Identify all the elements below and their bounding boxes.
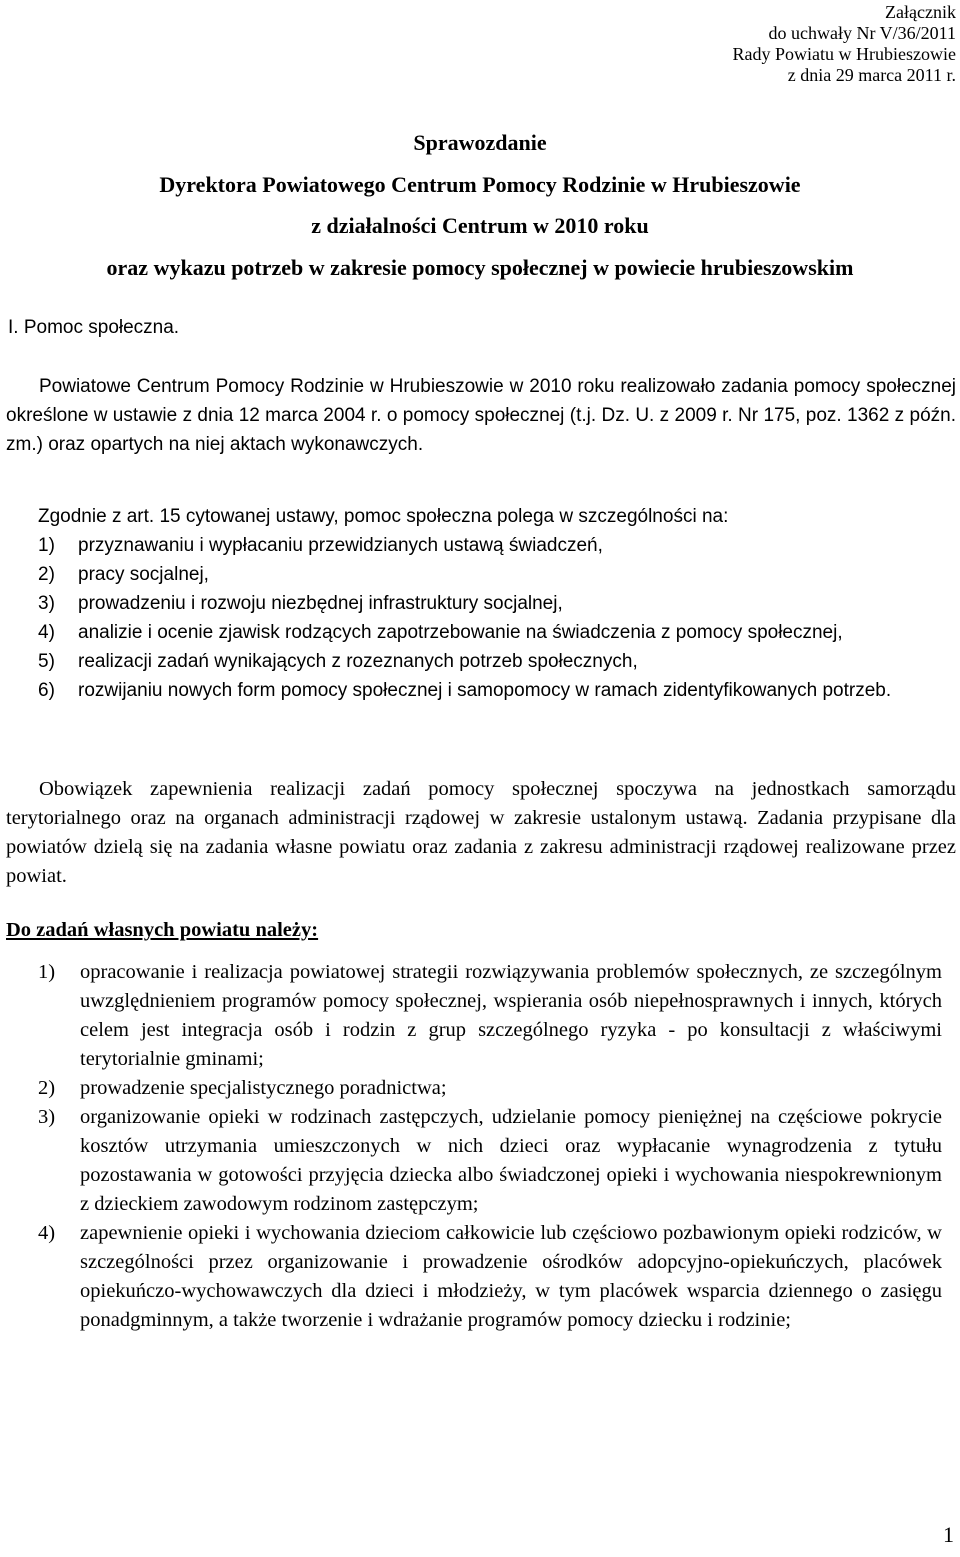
list-item bbox=[38, 531, 956, 560]
list-item-number: 2) bbox=[38, 1077, 56, 1099]
attachment-note-line: do uchwały Nr V/36/2011 bbox=[768, 23, 956, 43]
obligation-paragraph: Obowiązek zapewnienia realizacji zadań pomocy społecznej spoczywa na jednostkach samorządu terytorialnego oraz na organach administracji rządowej w zakresie ustalonym ustawą. Zadania przypisane dla powiatów dzielą się na zadania własne powiatu oraz zadania z zakresu administracji rządowej realizowane przez powiat. bbox=[6, 778, 956, 887]
attachment-note bbox=[733, 2, 956, 86]
list-item bbox=[38, 618, 956, 647]
list-item-number: 2) bbox=[38, 564, 55, 585]
list-item bbox=[38, 1074, 942, 1103]
list-item-text: rozwijaniu nowych form pomocy społecznej i samopomocy w ramach zidentyfikowanych potrzeb. bbox=[78, 680, 892, 701]
attachment-note-line: z dnia 29 marca 2011 r. bbox=[787, 65, 956, 85]
section-heading: I. Pomoc społeczna. bbox=[8, 317, 180, 338]
list-item-text: prowadzeniu i rozwoju niezbędnej infrastruktury socjalnej, bbox=[78, 593, 563, 614]
list-item-text: organizowanie opieki w rodzinach zastępczych, udzielanie pomocy pieniężnej na częściowe pokrycie kosztów utrzymania umieszczonych w nich dzieci oraz wypłacanie wynagrodzenia z tytułu pozostawania w gotowości przyjęcia dziecka albo świadczonej opieki i wychowania niespokrewnionym z dzieckiem zawodowym rodzinom zastępczym; bbox=[80, 1106, 942, 1215]
list-item-number: 6) bbox=[38, 680, 55, 701]
list-item-number: 1) bbox=[38, 535, 55, 556]
page-number: 1 bbox=[943, 1522, 954, 1547]
list-item-number: 3) bbox=[38, 593, 55, 614]
list-item-text: pracy socjalnej, bbox=[78, 564, 209, 585]
list-item-number: 5) bbox=[38, 651, 55, 672]
list-item-number: 4) bbox=[38, 1222, 56, 1244]
list-item bbox=[38, 1103, 942, 1219]
list-item-number: 1) bbox=[38, 961, 56, 983]
list-item bbox=[38, 958, 942, 1074]
list-item-text: analizie i ocenie zjawisk rodzących zapotrzebowanie na świadczenia z pomocy społecznej, bbox=[78, 622, 843, 643]
document-title bbox=[0, 122, 960, 288]
intro-paragraph: Powiatowe Centrum Pomocy Rodzinie w Hrubieszowie w 2010 roku realizowało zadania pomocy społecznej określone w ustawie z dnia 12 marca 2004 r. o pomocy społecznej (t.j. Dz. U. z 2009 r. Nr 175, poz. 1362 z późn. zm.) oraz opartych na niej aktach wykonawczych. bbox=[6, 376, 956, 455]
list-item bbox=[38, 560, 956, 589]
own-tasks-heading: Do zadań własnych powiatu należy: bbox=[6, 919, 319, 941]
list-item-text: opracowanie i realizacja powiatowej strategii rozwiązywania problemów społecznych, ze szczególnym uwzględnieniem programów pomocy społecznej, wspierania osób niepełnosprawnych i innych, których celem jest integracja osób i rodzin z grup szczególnego ryzyka - po konsultacji z właściwymi terytorialnie gminami; bbox=[80, 961, 942, 1070]
social-assistance-list bbox=[38, 531, 956, 705]
list-item bbox=[38, 589, 956, 618]
article-15-block bbox=[38, 502, 956, 705]
attachment-note-line: Rady Powiatu w Hrubieszowie bbox=[732, 44, 956, 64]
list-item-text: zapewnienie opieki i wychowania dzieciom całkowicie lub częściowo pozbawionym opieki rodziców, w szczególności przez organizowanie i prowadzenie ośrodków adopcyjno-opiekuńczych, placówek opiekuńczo-wychowawczych dla dzieci i młodzieży, w tym placówek wsparcia dziennego o zasięgu ponadgminnym, a także tworzenie i wdrażanie programów pomocy dziecku i rodzinie; bbox=[80, 1222, 942, 1331]
title-line: z działalności Centrum w 2010 roku bbox=[311, 213, 649, 238]
list-item-number: 4) bbox=[38, 622, 55, 643]
list-item bbox=[38, 647, 956, 676]
list-item bbox=[38, 676, 956, 705]
title-line: oraz wykazu potrzeb w zakresie pomocy społecznej w powiecie hrubieszowskim bbox=[106, 254, 854, 280]
list-item bbox=[38, 1219, 942, 1335]
article-15-lead: Zgodnie z art. 15 cytowanej ustawy, pomoc społeczna polega w szczególności na: bbox=[38, 506, 729, 527]
list-item-number: 3) bbox=[38, 1106, 56, 1128]
attachment-note-line: Załącznik bbox=[885, 2, 956, 22]
title-line: Dyrektora Powiatowego Centrum Pomocy Rodzinie w Hrubieszowie bbox=[159, 171, 801, 197]
list-item-text: prowadzenie specjalistycznego poradnictwa; bbox=[80, 1077, 447, 1099]
own-tasks-list bbox=[38, 958, 942, 1335]
list-item-text: przyznawaniu i wypłacaniu przewidzianych ustawą świadczeń, bbox=[78, 535, 603, 556]
title-line: Sprawozdanie bbox=[413, 130, 547, 155]
list-item-text: realizacji zadań wynikających z rozeznanych potrzeb społecznych, bbox=[78, 651, 638, 672]
